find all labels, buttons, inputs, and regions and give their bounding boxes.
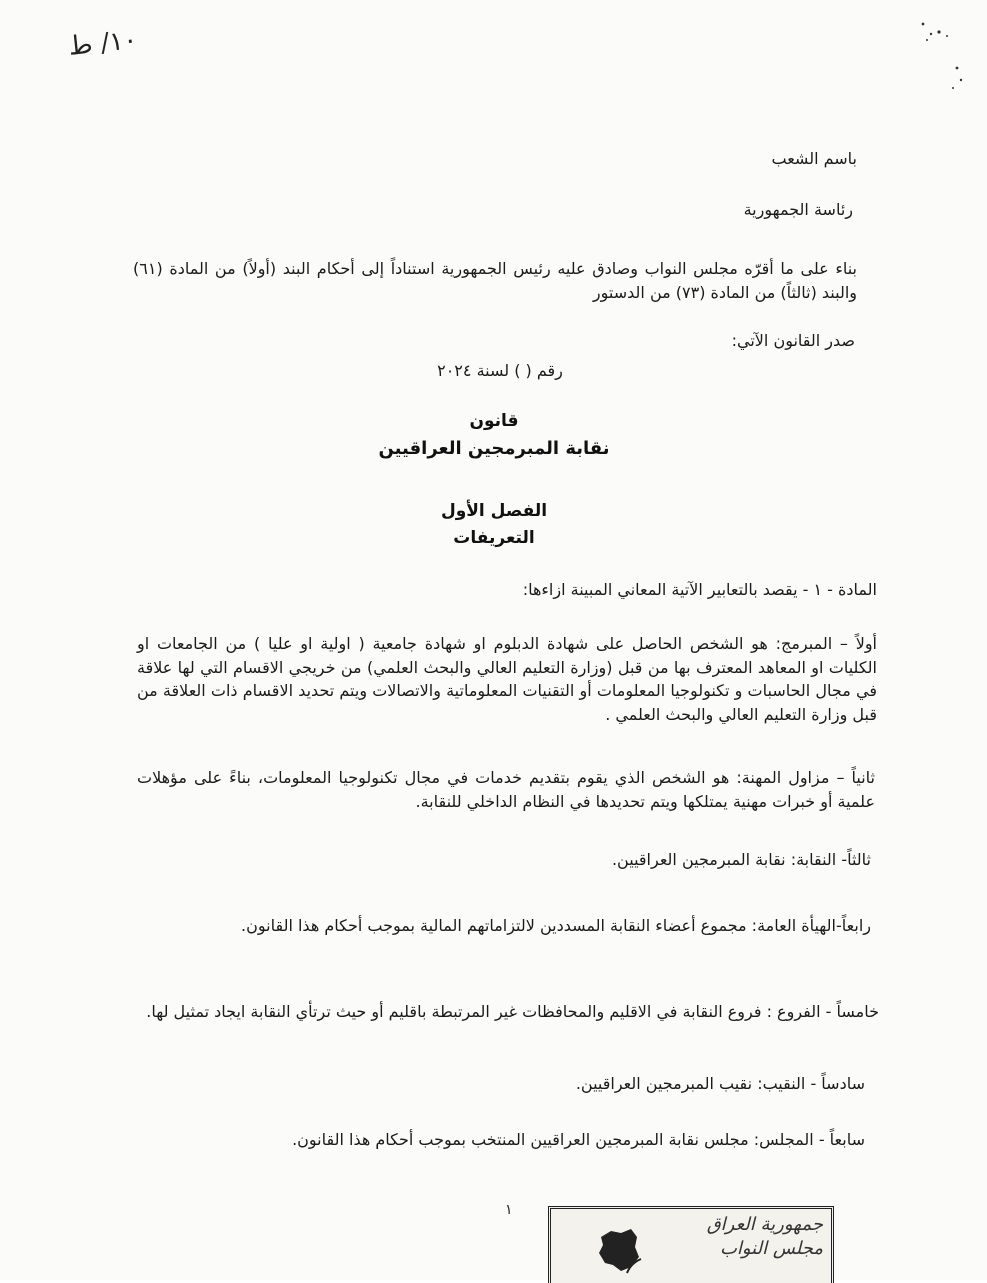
presidency: رئاسة الجمهورية [743, 200, 853, 219]
iraq-map-emblem-icon [591, 1223, 647, 1279]
parliament-stamp [548, 1206, 834, 1283]
law-title: نقابة المبرمجين العراقيين [378, 438, 610, 459]
issued-statement: صدر القانون الآتي: [731, 331, 855, 350]
article-1-intro: المادة - ١ - يقصد بالتعابير الآتية المعاني المبينة ازاءها: [522, 580, 877, 599]
definition-seventh: سابعاً - المجلس: مجلس نقابة المبرمجين العراقيين المنتخب بموجب أحكام هذا القانون. [292, 1130, 865, 1149]
handwritten-note: ١٠/ ط [66, 24, 139, 62]
page-number: ١ [505, 1202, 513, 1218]
preamble: بناء على ما أقرّه مجلس النواب وصادق عليه رئيس الجمهورية استناداً إلى أحكام البند (أولاً) من المادة (٦١) والبند (ثالثاً) من المادة (٧٣) من الدستور [133, 259, 857, 302]
chapter-subject: التعريفات [453, 528, 535, 548]
stamp-line-2: مجلس النواب [719, 1238, 823, 1259]
law-number: رقم ( ) لسنة ٢٠٢٤ [437, 361, 563, 380]
definition-first: أولاً – المبرمج: هو الشخص الحاصل على شهادة الدبلوم او شهادة جامعية ( اولية او عليا ) من الجامعات او الكليات او المعاهد المعترف بها من قبل (وزارة التعليم العالي والبحث العلمي) من خريجي الاقسام التي لها علاقة في مجال الحاسبات و تكنولوجيا المعلومات أو التقنيات المعلوماتية والاتصالات ويتم تحديد الاقسام ذات العلاقة من قبل وزارة التعليم العالي والبحث العلمي . [137, 634, 877, 724]
in-name-of-people: باسم الشعب [771, 149, 857, 168]
definition-sixth: سادساً - النقيب: نقيب المبرمجين العراقيين. [575, 1074, 865, 1093]
scan-specks-icon [909, 18, 969, 98]
stamp-line-1: جمهورية العراق [706, 1214, 823, 1235]
stamp-text [663, 1213, 823, 1261]
chapter-title: الفصل الأول [440, 501, 548, 521]
definition-second: ثانياً – مزاول المهنة: هو الشخص الذي يقوم بتقديم خدمات في مجال تكنولوجيا المعلومات، بناءً على مؤهلات علمية أو خبرات مهنية يمتلكها ويتم تحديدها في النظام الداخلي للنقابة. [137, 768, 875, 811]
definition-fifth: خامساً - الفروع : فروع النقابة في الاقليم والمحافظات غير المرتبطة باقليم أو حيث ترتأي النقابة ايجاد تمثيل لها. [146, 1002, 879, 1021]
law-label: قانون [469, 411, 519, 431]
definition-fourth: رابعاً-الهيأة العامة: مجموع أعضاء النقابة المسددين لالتزاماتهم المالية بموجب أحكام هذا القانون. [241, 916, 871, 935]
definition-third: ثالثاً- النقابة: نقابة المبرمجين العراقيين. [611, 850, 871, 869]
